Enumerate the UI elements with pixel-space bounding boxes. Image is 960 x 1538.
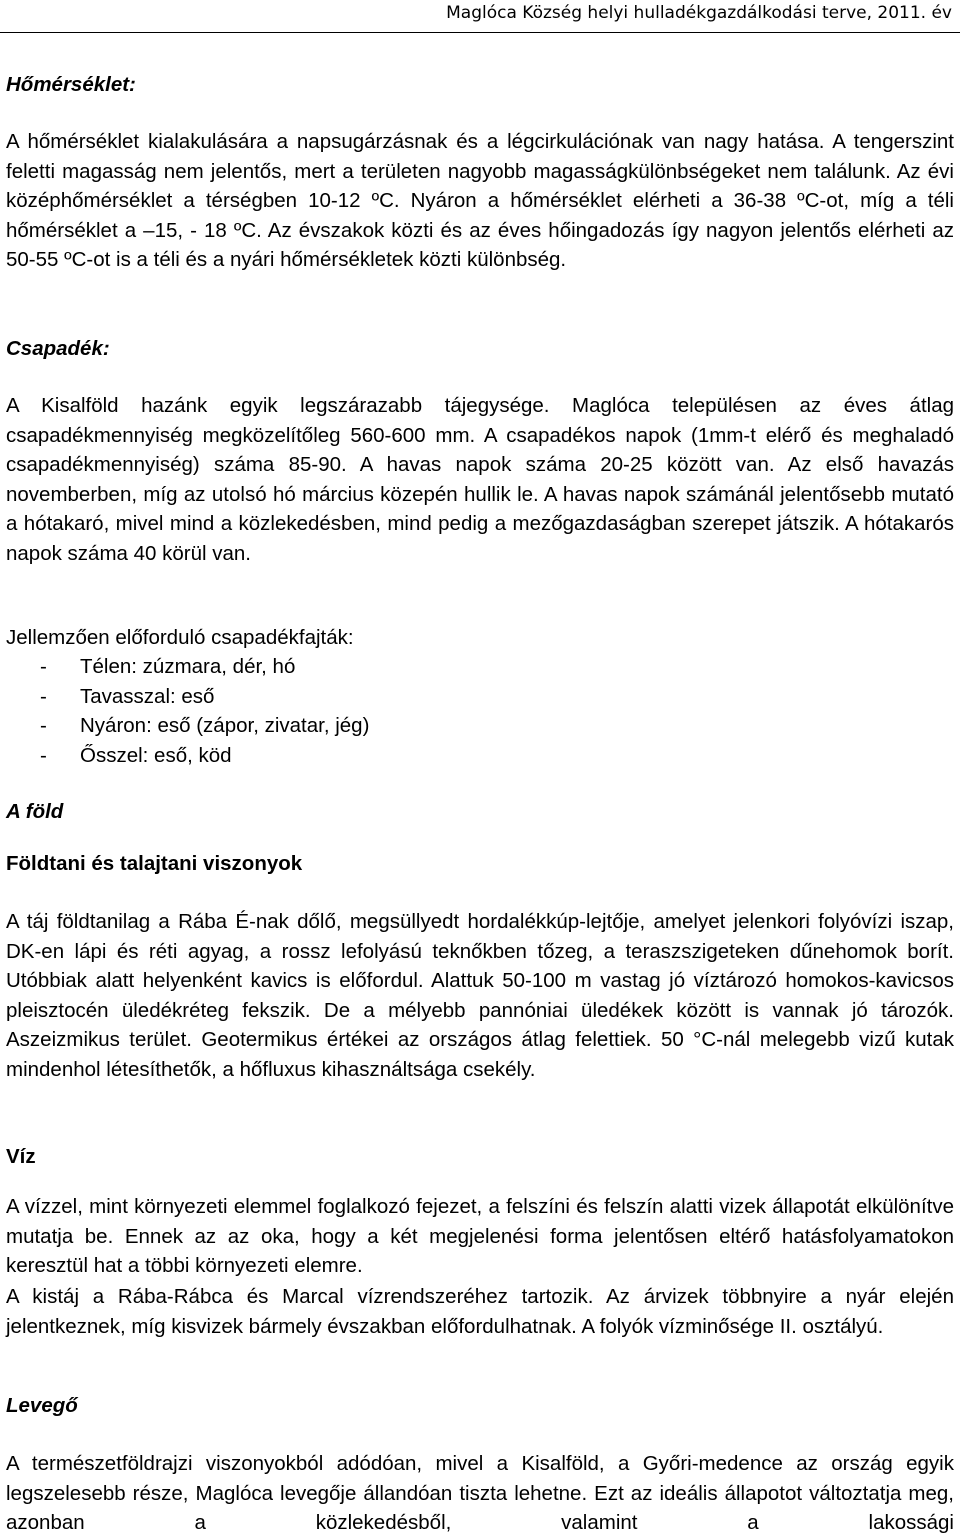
paragraph-homerseklet: A hőmérséklet kialakulására a napsugárzásnak és a légcirkulációnak van nagy hatása. A tengerszint feletti magasság nem jelentős, mert a területen nagyobb magasságkülönbségeket nem találunk. Az évi középhőmérséklet a térségben 10-12 ºC. Nyáron a hőmérséklet elérheti a 36-38 ºC-ot, míg a téli hőmérséklet a –15, - 18 ºC. Az évszakok közti és az éves hőingadozás így nagyon jelentős elérheti az 50-55 ºC-ot is a téli és a nyári hőmérsékletek közti különbség. <box>6 130 954 271</box>
list-item <box>6 682 954 712</box>
paragraph-foldtani: A táj földtanilag a Rába É-nak dőlő, megsüllyedt hordalékkúp-lejtője, amelyet jelenkori folyóvízi iszap, DK-en lápi és réti agyag, a rossz lefolyású teknőkben tőzeg, a teraszszigeteken dűnehomok borít. Utóbbiak alatt helyenként kavics is előfordul. Alattuk 50-100 m vastag jó víztározó homokos-kavicsos pleisztocén üledékréteg fekszik. De a mélyebb pannóniai üledékek között is vannak jó tározók. Aszeizmikus terület. Geotermikus értékei az országos átlag felettiek. 50 °C-nál melegebb vizű kutak mindenhol létesíthetők, a hőfluxus kihasználtsága csekély. <box>6 910 954 1081</box>
subheading-foldtani: Földtani és talajtani viszonyok <box>6 852 303 875</box>
heading-homerseklet: Hőmérséklet: <box>6 73 136 96</box>
heading-viz: Víz <box>6 1145 36 1168</box>
heading-levego: Levegő <box>6 1394 78 1417</box>
dash-marker: - <box>40 655 47 678</box>
paragraph-viz-2: A kistáj a Rába-Rábca és Marcal vízrendszeréhez tartozik. Az árvizek többnyire a nyár elején jelentkeznek, míg kisvizek bármely évszakban előfordulhatnak. A folyók vízminősége II. osztályú. <box>6 1285 954 1338</box>
list-item <box>6 741 954 771</box>
csapadekfajtak-list <box>6 652 954 770</box>
list-intro-csapadekfajtak: Jellemzően előforduló csapadékfajták: <box>6 626 354 649</box>
heading-csapadek: Csapadék: <box>6 337 110 360</box>
dash-marker: - <box>40 684 47 708</box>
list-item-text: Télen: zúzmara, dér, hó <box>80 655 296 678</box>
list-item-text: Ősszel: eső, köd <box>80 743 232 767</box>
paragraph-csapadek: A Kisalföld hazánk egyik legszárazabb tájegysége. Maglóca településen az éves átlag csapadékmennyiség megközelítőleg 560-600 mm. A csapadékos napok (1mm-t elérő és meghaladó csapadékmennyiség) száma 85-90. A havas napok száma 20-25 között van. Az első havazás novemberben, míg az utolsó hó március közepén hullik le. A havas napok számánál jelentősebb mutató a hótakaró, mivel mind a közlekedésben, mind pedig a mezőgazdaságban szerepet játszik. A hótakarós napok száma 40 körül van. <box>6 394 954 565</box>
list-item-text: Tavasszal: eső <box>80 684 215 708</box>
heading-a-fold: A föld <box>6 800 64 823</box>
list-item <box>6 711 954 741</box>
list-item <box>6 652 954 682</box>
document-title: Maglóca Község helyi hulladékgazdálkodási terve, 2011. év <box>446 3 952 23</box>
dash-marker: - <box>40 743 47 767</box>
page-header <box>0 0 960 33</box>
paragraph-levego: A természetföldrajzi viszonyokból adódóan, mivel a Kisalföld, a Győri-medence az ország egyik legszelesebb része, Maglóca levegője állandóan tiszta lehetne. Ezt az ideális állapotot változtatja meg, azonban a közlekedésből, valamint a lakossági <box>6 1452 954 1534</box>
list-item-text: Nyáron: eső (zápor, zivatar, jég) <box>80 714 370 737</box>
paragraph-viz-1: A vízzel, mint környezeti elemmel foglalkozó fejezet, a felszíni és felszín alatti vizek állapotát elkülönítve mutatja be. Ennek az az oka, hogy a két megjelenési forma jelentősen eltérő hatásfolyamatokon keresztül hat a többi környezeti elemre. <box>6 1195 954 1277</box>
dash-marker: - <box>40 714 47 737</box>
